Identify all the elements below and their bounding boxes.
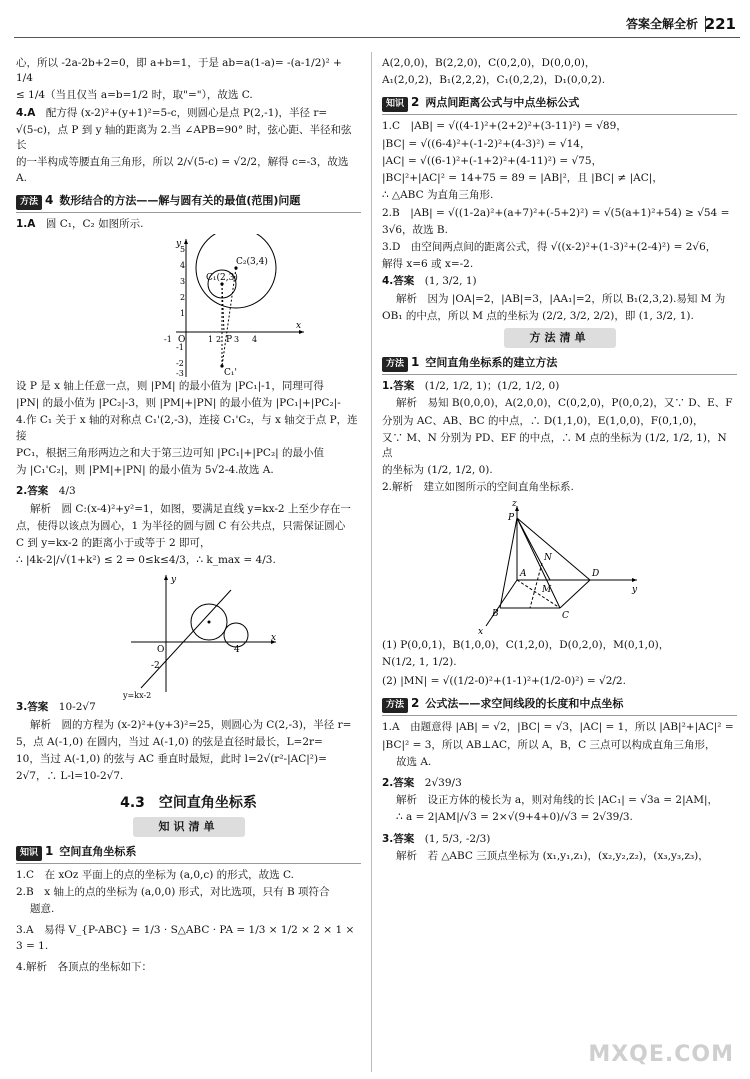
text-line: 解得 x=6 或 x=-2. xyxy=(382,258,474,271)
text-line: OB₁ 的中点，所以 M 点的坐标为 (2/2, 3/2, 2/2)，即 (1, 3/2, 1). xyxy=(382,309,694,322)
svg-text:4: 4 xyxy=(180,261,186,271)
text-line: ∴ △ABC 为直角三角形. xyxy=(382,189,494,202)
method-1-heading xyxy=(382,354,737,375)
text-line: 的坐标为 (1/2, 1/2, 0). xyxy=(382,464,493,477)
text-line: 2.解析 建立如图所示的空间直角坐标系. xyxy=(382,481,574,494)
method-number: 1 xyxy=(411,355,420,370)
text-line: 为 |C₁'C₂|，则 |PM|+|PN| 的最小值为 5√2-4.故选 A. xyxy=(16,464,274,477)
text-line: 圆 C₁，C₂ 如图所示. xyxy=(45,217,144,230)
circles-figure-2 xyxy=(121,570,281,700)
answer-m2 xyxy=(16,484,361,499)
page-number: 221 xyxy=(704,15,736,33)
answer-c4 xyxy=(382,274,737,289)
text-line: 1.A 由题意得 |AB| = √2，|BC| = √3，|AC| = 1，所以 |AB|²+|AC|² = xyxy=(382,721,734,734)
text-line: ∴ |4k-2|/√(1+k²) ≤ 2 ⇒ 0≤k≤4/3，∴ k_max = 4/3. xyxy=(16,554,276,567)
svg-text:1: 1 xyxy=(208,335,214,345)
question-number: 1.A xyxy=(16,217,36,230)
text-line: 解析 设正方体的棱长为 a，则对角线的长 |AC₁| = √3a = 2|AM|， xyxy=(396,794,719,807)
answer-e3 xyxy=(382,832,737,847)
watermark: MXQE.COM xyxy=(588,1042,734,1068)
text-line: |BC|² = 3，所以 AB⊥AC，所以 A，B，C 三点可以构成直角三角形， xyxy=(382,738,716,751)
axis-x-label: x xyxy=(296,321,302,332)
section-heading: 4.3 空间直角坐标系 xyxy=(120,794,257,811)
question-number: 3.答案 xyxy=(382,832,415,845)
knowledge-1-heading xyxy=(16,843,361,864)
answer-value: 10-2√7 xyxy=(58,701,96,714)
label-c2: C₂(3,4) xyxy=(236,257,268,268)
question-number: 3.答案 xyxy=(16,701,49,714)
question-number: 2.答案 xyxy=(382,776,415,789)
svg-text:-1: -1 xyxy=(176,343,184,353)
axis-x-label: x xyxy=(271,633,277,644)
answer-m3 xyxy=(16,700,361,715)
axis-z-label: z xyxy=(512,498,517,509)
question-number: 2.答案 xyxy=(16,485,49,498)
svg-text:2: 2 xyxy=(180,293,186,303)
left-column xyxy=(16,56,361,977)
svg-text:-3: -3 xyxy=(176,369,184,379)
text-line: |PN| 的最小值为 |PC₂|-3，则 |PM|+|PN| 的最小值为 |PC₁|+|PC₂|- xyxy=(16,397,341,410)
text-line: C 到 y=kx-2 的距离小于或等于 2 即可， xyxy=(16,536,211,549)
question-number: 4.答案 xyxy=(382,275,415,288)
right-column xyxy=(382,56,737,866)
text-line: 设 P 是 x 轴上任意一点，则 |PM| 的最小值为 |PC₁|-1，同理可得 xyxy=(16,380,324,393)
text-line: 解析 圆的方程为 (x-2)²+(y+3)²=25，则圆心为 C(2,-3)，半径 r= xyxy=(30,718,352,731)
svg-text:-1: -1 xyxy=(164,335,172,345)
text-line: ∴ a = 2|AM|/√3 = 2×√(9+4+0)/√3 = 2√39/3. xyxy=(396,811,633,824)
method-4-heading xyxy=(16,192,361,213)
label-b: B xyxy=(492,608,499,619)
method-number: 2 xyxy=(411,696,420,711)
column-divider xyxy=(371,52,372,1072)
text-line: 分别为 AC、AB、BC 的中点，∴ D(1,1,0)，E(1,0,0)，F(0,1,0)， xyxy=(382,414,704,427)
label-d: D xyxy=(592,568,600,579)
svg-text:-2: -2 xyxy=(176,359,184,369)
text-line: 5，点 A(-1,0) 在圆内，当过 A(-1,0) 的弦是直径时最长，L=2r= xyxy=(16,735,323,748)
tick-minus-2: -2 xyxy=(151,661,160,672)
text-line: 3√6，故选 B. xyxy=(382,223,448,236)
circles-figure-1 xyxy=(156,234,306,379)
text-line: |BC| = √((6-4)²+(-1-2)²+(4-3)²) = √14， xyxy=(382,137,591,150)
method-2-heading xyxy=(382,695,737,716)
text-line: 3.D 由空间两点间的距离公式，得 √((x-2)²+(1-3)²+(2-4)²) = 2√6， xyxy=(382,241,717,254)
text-line: 故选 A. xyxy=(396,755,432,768)
text-line: 4.作 C₁ 关于 x 轴的对称点 C₁'(2,-3)，连接 C₁'C₂，与 x 轴交于点 P，连接 xyxy=(16,414,358,442)
header-title: 答案全解全析 xyxy=(625,17,698,31)
text-line: 心，所以 -2a-2b+2=0，即 a+b=1，于是 ab=a(1-a)= -(a-1/2)² + 1/4 xyxy=(16,57,342,85)
answer-e2 xyxy=(382,776,737,791)
circle-c2 xyxy=(196,234,276,308)
text-line: 1.C 在 xOz 平面上的点的坐标为 (a,0,c) 的形式，故选 C. xyxy=(16,868,294,881)
method-tag: 方法 xyxy=(382,357,408,372)
text-line: 2.B x 轴上的点的坐标为 (a,0,0) 形式，对比选项，只有 B 项符合 xyxy=(16,886,330,899)
origin-label: O xyxy=(178,335,186,346)
knowledge-number: 1 xyxy=(45,843,54,858)
text-line: (2) |MN| = √((1/2-0)²+(1-1)²+(1/2-0)²) = √2/2. xyxy=(382,675,626,688)
line-label: y=kx-2 xyxy=(123,691,152,701)
svg-text:1: 1 xyxy=(180,309,186,319)
method-number: 4 xyxy=(45,192,54,207)
answer-value: (1/2, 1/2, 1)；(1/2, 1/2, 0) xyxy=(424,380,560,393)
question-number: 1.答案 xyxy=(382,380,415,393)
text-line: |BC|²+|AC|² = 14+75 = 89 = |AB|²，且 |BC| ≠ |AC|， xyxy=(382,172,663,185)
text-line: 点，使得以该点为圆心，1 为半径的圆与圆 C 有公共点，只需保证圆心 xyxy=(16,519,346,532)
svg-text:4: 4 xyxy=(252,335,258,345)
text-line: 2.B |AB| = √((1-2a)²+(a+7)²+(-5+2)²) = √(5(a+1)²+54) ≥ √54 = xyxy=(382,206,730,219)
text-line: 解析 圆 C:(x-4)²+y²=1，如图，要满足直线 y=kx-2 上至少存在一 xyxy=(30,502,351,515)
text-line: 又∵ M、N 分别为 PD、EF 的中点，∴ M 点的坐标为 (1/2, 1/2, 1)，N 点 xyxy=(382,431,727,459)
text-line: |AC| = √((6-1)²+(-1+2)²+(4-11)²) = √75， xyxy=(382,154,603,167)
text-line: N(1/2, 1, 1/2). xyxy=(382,655,457,668)
label-c: C xyxy=(562,610,569,621)
answer-q4 xyxy=(16,106,361,121)
label-c1-prime: C₁' xyxy=(224,368,237,379)
axis-y-label: y xyxy=(632,584,638,595)
text-line: 2√7，∴ L-l=10-2√7. xyxy=(16,770,124,783)
text-line: 1.C |AB| = √((4-1)²+(2+2)²+(3-11)²) = √89， xyxy=(382,120,627,133)
answer-d1 xyxy=(382,379,737,394)
knowledge-tag: 知识 xyxy=(16,846,42,861)
text-line: 解析 若 △ABC 三顶点坐标为 (x₁,y₁,z₁)，(x₂,y₂,z₂)，(x₃,y₃,z₃)， xyxy=(396,849,709,862)
answer-m1 xyxy=(16,217,361,232)
knowledge-2-heading xyxy=(382,94,737,115)
text-line: 题意. xyxy=(30,903,55,916)
method-banner: 方法清单 xyxy=(382,328,737,348)
label-n: N xyxy=(544,552,552,563)
text-line: ≤ 1/4（当且仅当 a=b=1/2 时，取"="），故选 C. xyxy=(16,89,253,102)
label-m: M xyxy=(542,584,552,595)
text-line: PC₁，根据三角形两边之和大于第三边可知 |PC₁|+|PC₂| 的最小值 xyxy=(16,446,325,459)
method-title: 数形结合的方法——解与圆有关的最值(范围)问题 xyxy=(59,193,301,207)
origin-label: O xyxy=(157,645,165,656)
knowledge-tag: 知识 xyxy=(382,97,408,112)
axis-y-label: y xyxy=(171,575,177,586)
label-c1: C₁(2,3) xyxy=(206,273,238,284)
text-line: 10，当过 A(-1,0) 的弦与 AC 垂直时最短，此时 l=2√(r²-|AC|²)= xyxy=(16,753,327,766)
tick-4: 4 xyxy=(234,645,240,656)
text-line: 的一半构成等腰直角三角形，所以 2/√(5-c) = √2/2，解得 c=-3，故选 A. xyxy=(16,156,349,184)
text-line: 配方得 (x-2)²+(y+1)²=5-c，则圆心是点 P(2,-1)，半径 r= xyxy=(45,106,328,119)
question-number: 4.A xyxy=(16,106,36,119)
label-p: P xyxy=(226,335,233,346)
label-a: A xyxy=(520,568,527,579)
pyramid-figure xyxy=(472,498,642,638)
answer-value: (1, 3/2, 1) xyxy=(424,275,477,288)
method-tag: 方法 xyxy=(382,698,408,713)
text-line: 3.A 易得 V_{P-ABC} = 1/3 · S△ABC · PA = 1/3 × 1/2 × 2 × 1 × 3 = 1. xyxy=(16,924,355,952)
text-line: A(2,0,0)，B(2,2,0)，C(0,2,0)，D(0,0,0)， xyxy=(382,57,596,69)
svg-text:2: 2 xyxy=(216,335,222,345)
text-line: 4.解析 各顶点的坐标如下： xyxy=(16,960,153,973)
method-tag: 方法 xyxy=(16,195,42,210)
method-title: 空间直角坐标系的建立方法 xyxy=(425,356,558,370)
header-rule xyxy=(14,37,740,38)
axis-x-label: x xyxy=(478,626,484,637)
method-title: 公式法——求空间线段的长度和中点坐标 xyxy=(425,697,624,711)
knowledge-number: 2 xyxy=(411,95,420,110)
svg-text:3: 3 xyxy=(180,277,186,287)
label-p: P xyxy=(508,512,515,523)
text-line: √(5-c)，点 P 到 y 轴的距离为 2.当 ∠APB=90° 时，弦心距、半径和弦长 xyxy=(16,123,352,152)
answer-value: 2√39/3 xyxy=(424,776,462,789)
text-line: 解析 因为 |OA|=2，|AB|=3，|AA₁|=2，所以 B₁(2,3,2).易知 M 为 xyxy=(396,292,726,305)
text-line: (1) P(0,0,1)，B(1,0,0)，C(1,2,0)，D(0,2,0)，M(0,1,0)， xyxy=(382,638,670,651)
svg-text:5: 5 xyxy=(180,245,186,255)
answer-value: (1, 5/3, -2/3) xyxy=(424,832,491,845)
text-line: A₁(2,0,2)，B₁(2,2,2)，C₁(0,2,2)，D₁(0,0,2). xyxy=(382,74,606,87)
knowledge-title: 两点间距离公式与中点坐标公式 xyxy=(425,96,580,110)
axis-y-label: y xyxy=(176,239,182,250)
knowledge-banner: 知识清单 xyxy=(16,817,361,837)
text-line: 解析 易知 B(0,0,0)，A(2,0,0)，C(0,2,0)，P(0,0,2)，又∵ D、E、F xyxy=(396,397,733,410)
svg-text:3: 3 xyxy=(234,335,240,345)
knowledge-title: 空间直角坐标系 xyxy=(59,844,137,858)
answer-value: 4/3 xyxy=(58,485,76,498)
page-header xyxy=(0,12,750,38)
